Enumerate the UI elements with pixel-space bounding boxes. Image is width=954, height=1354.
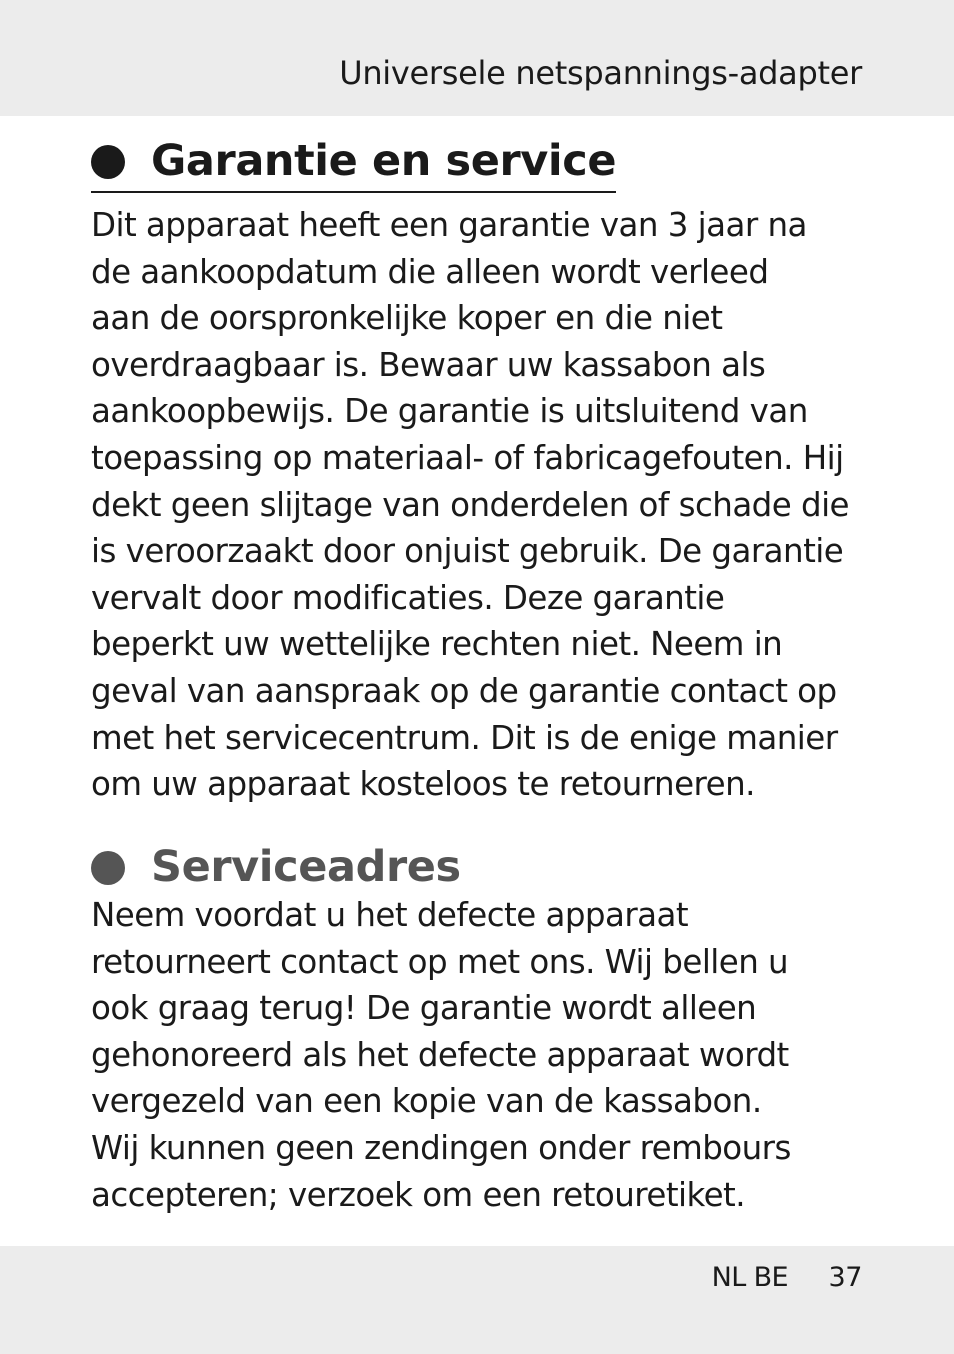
page-number: 37: [828, 1262, 862, 1293]
bullet-dot-icon: [91, 851, 125, 885]
paragraph-line: retourneert contact op met ons. Wij bellen u: [91, 942, 789, 981]
paragraph-line: overdraagbaar is. Bewaar uw kassabon als: [91, 345, 766, 384]
paragraph-line: vergezeld van een kopie van de kassabon.: [91, 1082, 762, 1121]
bullet-dot-icon: [91, 145, 125, 179]
paragraph-line: Dit apparaat heeft een garantie van 3 jaar na: [91, 206, 807, 244]
footer-language-code: NL BE: [711, 1262, 788, 1293]
paragraph-line: accepteren; verzoek om een retouretiket.: [91, 1175, 746, 1214]
paragraph-line: de aankoopdatum die alleen wordt verleed: [91, 252, 769, 291]
section-paragraph: [91, 202, 871, 808]
section-heading-text: Garantie en service: [151, 136, 617, 186]
paragraph-line: is veroorzaakt door onjuist gebruik. De garantie: [91, 532, 844, 571]
paragraph-line: Wij kunnen geen zendingen onder rembours: [91, 1128, 791, 1167]
paragraph-line: beperkt uw wettelijke rechten niet. Neem in: [91, 625, 783, 664]
paragraph-line: met het servicecentrum. Dit is de enige manier: [91, 718, 838, 757]
paragraph-line: vervalt door modificaties. Deze garantie: [91, 578, 725, 617]
paragraph-line: Neem voordat u het defecte apparaat: [91, 896, 689, 934]
section-heading-text: Serviceadres: [151, 842, 461, 892]
paragraph-line: geval van aanspraak op de garantie contact op: [91, 671, 837, 710]
paragraph-line: toepassing op materiaal- of fabricagefouten. Hij: [91, 438, 844, 477]
paragraph-line: ook graag terug! De garantie wordt alleen: [91, 989, 757, 1028]
running-header-title: Universele netspannings-adapter: [339, 54, 862, 92]
footer-band: [0, 1246, 954, 1354]
paragraph-line: aan de oorspronkelijke koper en die niet: [91, 299, 723, 338]
paragraph-line: gehonoreerd als het defecte apparaat wordt: [91, 1035, 789, 1074]
section-heading: [91, 136, 617, 193]
section-heading: [91, 842, 871, 892]
paragraph-line: om uw apparaat kosteloos te retourneren.: [91, 765, 755, 804]
section-serviceadres: [91, 842, 871, 1218]
section-garantie-en-service: [91, 136, 871, 808]
paragraph-line: dekt geen slijtage van onderdelen of schade die: [91, 485, 849, 524]
paragraph-line: aankoopbewijs. De garantie is uitsluitend van: [91, 392, 808, 431]
section-paragraph: [91, 892, 871, 1218]
